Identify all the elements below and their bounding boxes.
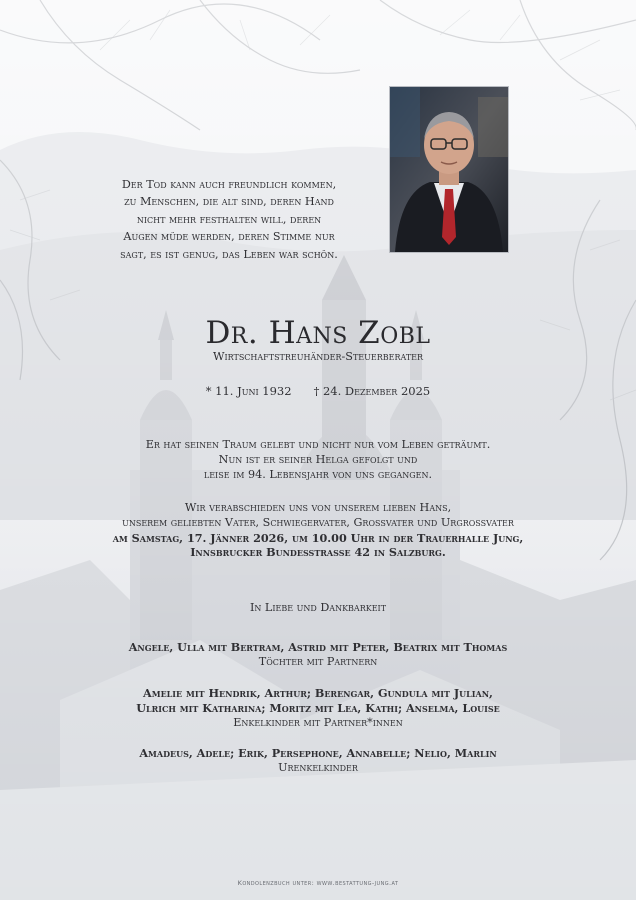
poem-line: nicht mehr festhalten will, deren: [136, 212, 322, 226]
signoff: In Liebe und Dankbarkeit: [249, 601, 387, 614]
poem-line: Der Tod kann auch freundlich kommen,: [121, 178, 337, 191]
poem: [100, 176, 358, 263]
farewell-line: Wir verabschieden uns von unserem lieben Hans,: [184, 501, 452, 514]
farewell-line: unserem geliebten Vater, Schwiegervater, Grossvater und Urgrossvater: [122, 515, 514, 529]
family-role: Enkelkinder mit Partner*innen: [233, 715, 403, 729]
family-role: Urenkelkinder: [278, 760, 358, 774]
deceased-name: Dr. Hans Zobl: [205, 315, 431, 351]
family-names: Amelie mit Hendrik, Arthur; Berengar, Gundula mit Julian,: [143, 686, 493, 700]
funeral-info: [0, 501, 636, 560]
service-location-line: Innsbrucker Bundesstrasse 42 in Salzburg.: [190, 545, 446, 560]
family-group-great-grandchildren: [0, 746, 636, 776]
tribute-line: leise im 94. Lebensjahr von uns gegangen.: [203, 467, 433, 481]
family-group-grandchildren: [0, 686, 636, 730]
death-date: † 24. Dezember 2025: [313, 384, 431, 398]
life-dates: [0, 384, 636, 398]
condolence-book-link[interactable]: Kondolenzbuch unter: www.bestattung-jung.at: [237, 879, 399, 887]
family-names: Ulrich mit Katharina; Moritz mit Lea, Kathi; Anselma, Louise: [136, 700, 500, 715]
poem-line: Augen müde werden, deren Stimme nur: [123, 230, 335, 244]
family-role: Töchter mit Partnern: [258, 654, 378, 668]
poem-line: sagt, es ist genug, das Leben war schön.: [120, 247, 338, 261]
birth-date: * 11. Juni 1932: [205, 384, 292, 398]
poem-line: zu Menschen, die alt sind, deren Hand: [124, 195, 334, 209]
service-date-line: am Samstag, 17. Jänner 2026, um 10.00 Uhr in der Trauerhalle Jung,: [112, 530, 524, 545]
family-names: Amadeus, Adele; Erik, Persephone, Annabelle; Nelio, Marlin: [139, 746, 497, 760]
portrait-photo: [389, 86, 509, 253]
family-names: Angele, Ulla mit Bertram, Astrid mit Peter, Beatrix mit Thomas: [128, 640, 508, 654]
tribute-line: Nun ist er seiner Helga gefolgt und: [218, 452, 418, 466]
family-group-daughters: [0, 640, 636, 670]
tribute-line: Er hat seinen Traum gelebt und nicht nur vom Leben geträumt.: [145, 438, 491, 451]
tribute-text: [0, 438, 636, 482]
profession: Wirtschaftstreuhänder-Steuerberater: [212, 350, 424, 363]
